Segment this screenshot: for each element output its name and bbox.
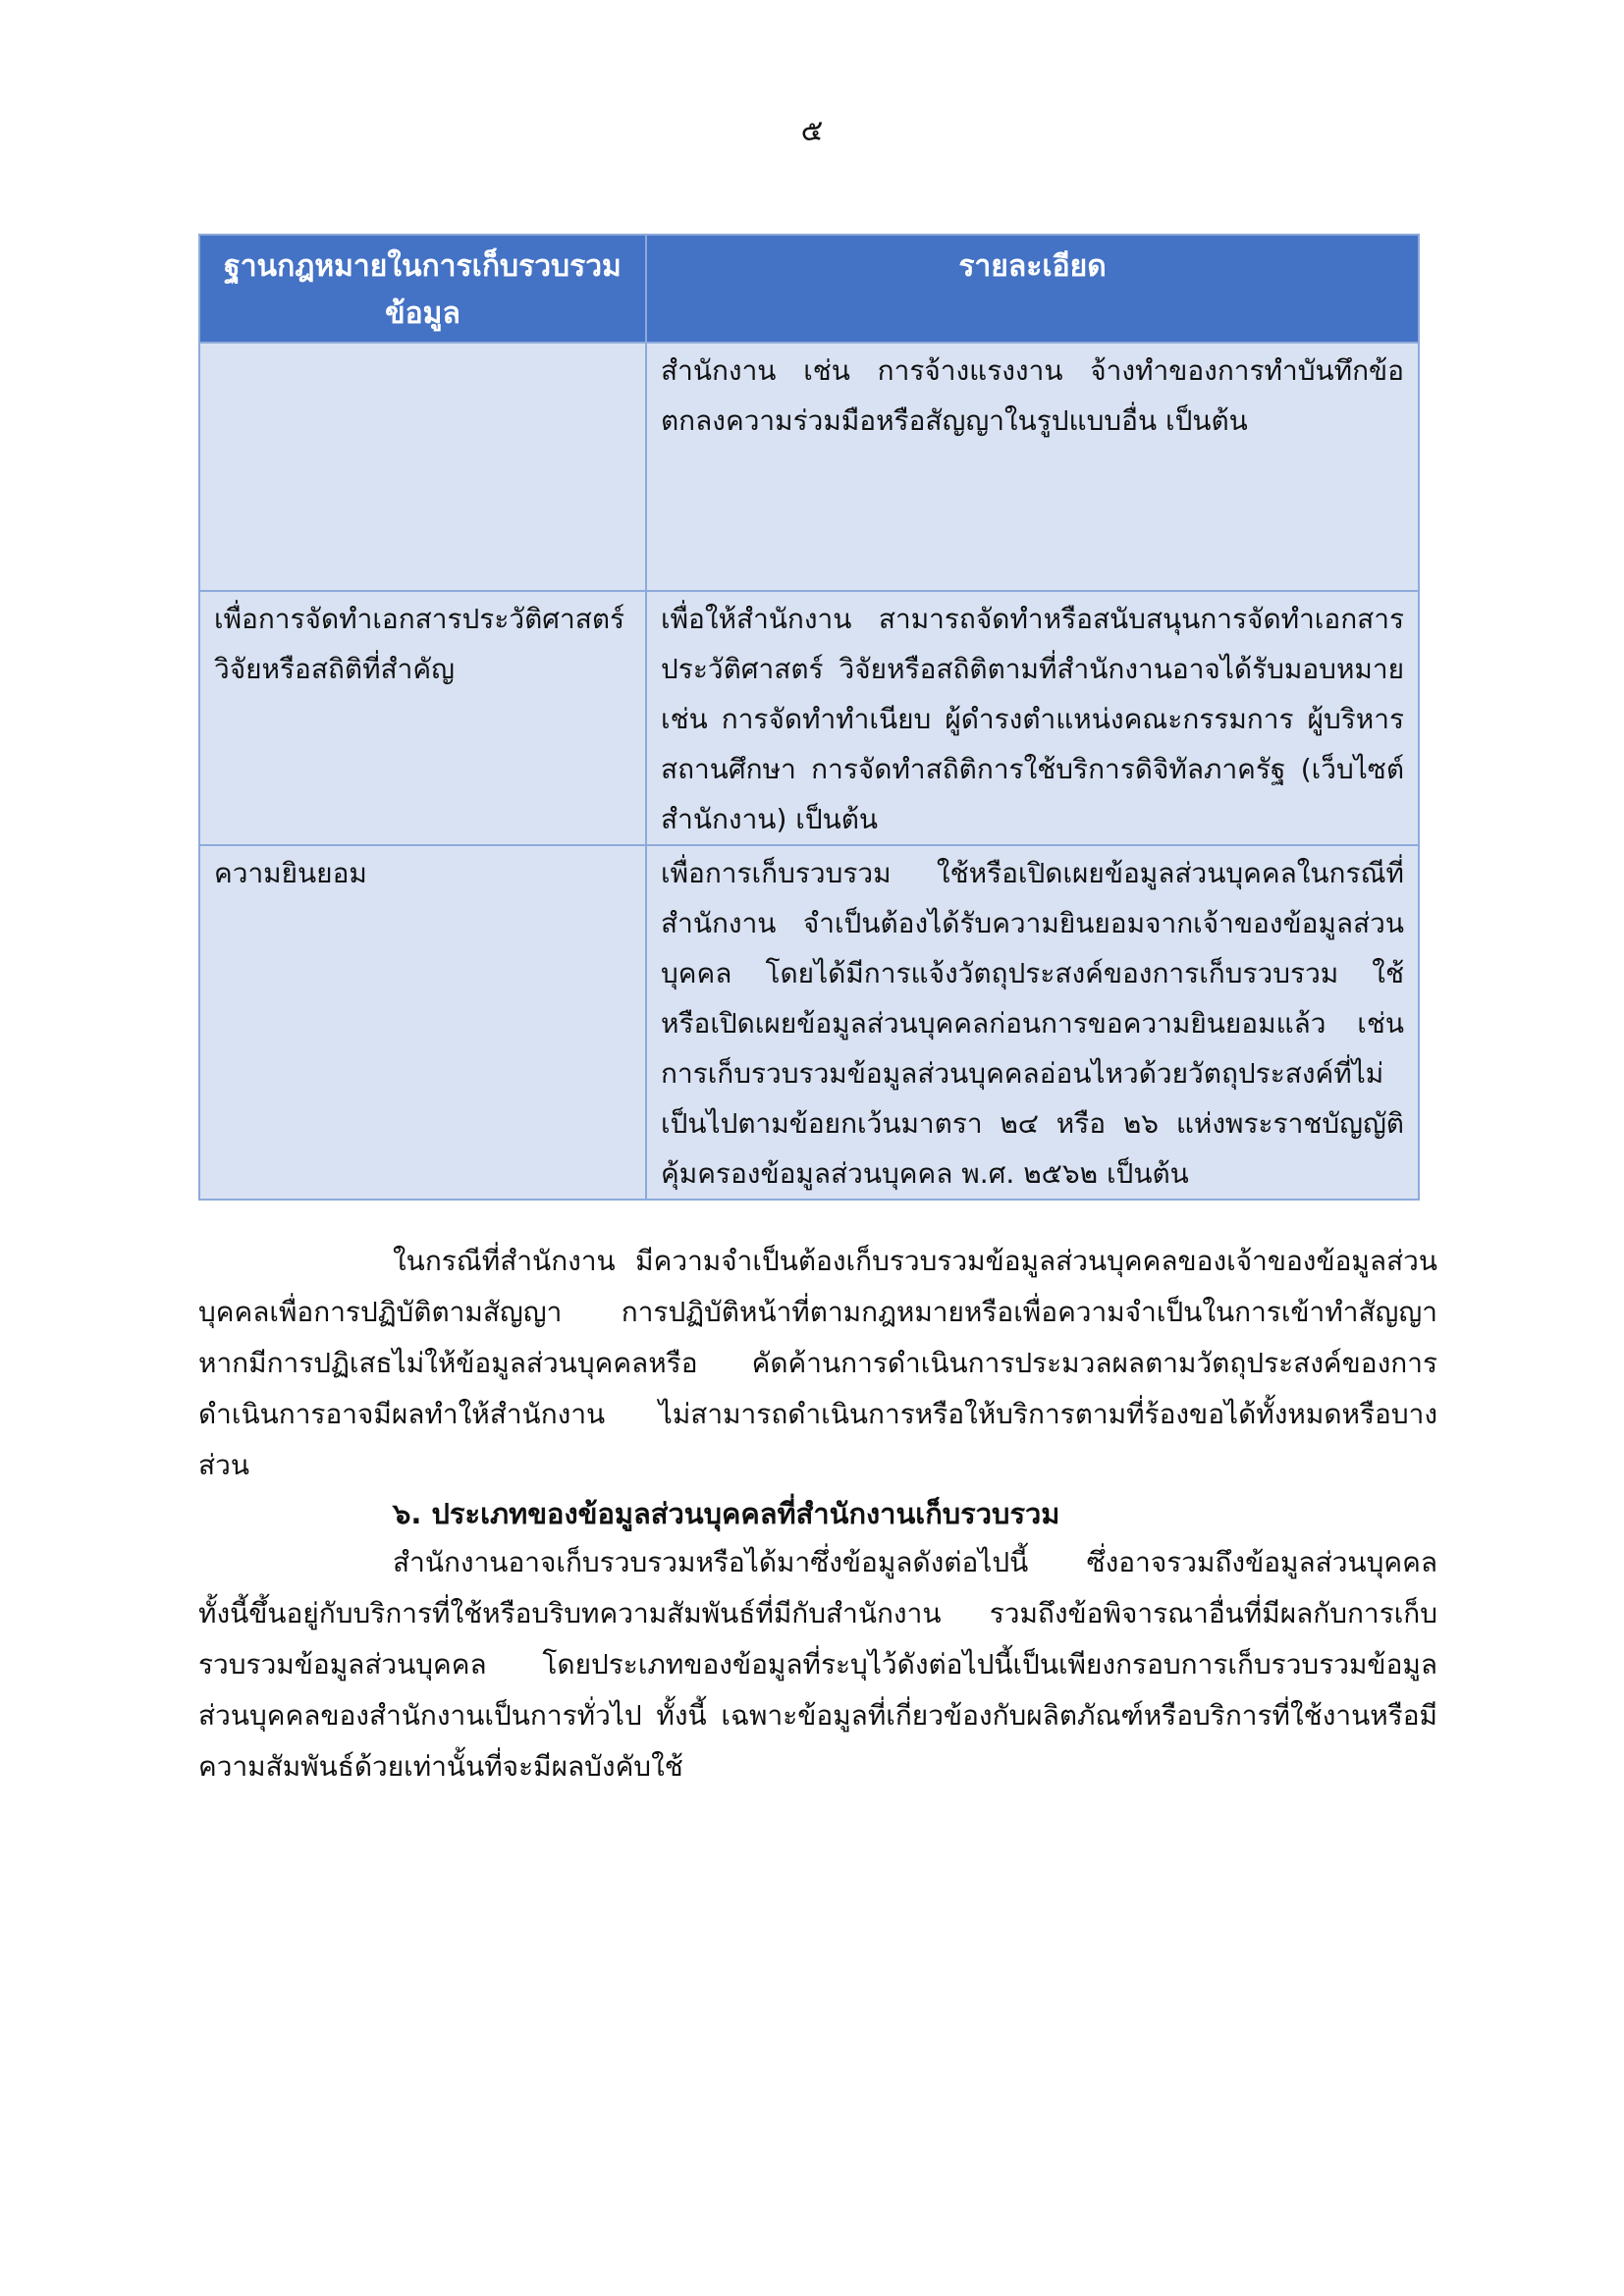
section-6-body: สำนักงานอาจเก็บรวบรวมหรือได้มาซึ่งข้อมูลดังต่อไปนี้ ซึ่งอาจรวมถึงข้อมูลส่วนบุคคล ทั้งนี้ขึ้นอยู่กับบริการที่ใช้หรือบริบทความสัมพันธ์ที่มีกับสำนักงาน รวมถึงข้อพิจารณาอื่นที่มีผลกับการเก็บรวบรวมข้อมูลส่วนบุคคล โดยประเภทของข้อมูลที่ระบุไว้ดังต่อไปนี้เป็นเพียงกรอบการเก็บรวบรวมข้อมูลส่วนบุคคลของสำนักงานเป็นการทั่วไป ทั้งนี้ เฉพาะข้อมูลที่เกี่ยวข้องกับผลิตภัณฑ์หรือบริการที่ใช้งานหรือมีความสัมพันธ์ด้วยเท่านั้นที่จะมีผลบังคับใช้ <box>198 1546 1437 1783</box>
detail-cell: เพื่อการเก็บรวบรวม ใช้หรือเปิดเผยข้อมูลส่วนบุคคลในกรณีที่สำนักงาน จำเป็นต้องได้รับความยินยอมจากเจ้าของข้อมูลส่วนบุคคล โดยได้มีการแจ้งวัตถุประสงค์ของการเก็บรวบรวม ใช้ หรือเปิดเผยข้อมูลส่วนบุคคลก่อนการขอความยินยอมแล้ว เช่น การเก็บรวบรวมข้อมูลส่วนบุคคลอ่อนไหวด้วยวัตถุประสงค์ที่ไม่เป็นไปตามข้อยกเว้นมาตรา ๒๔ หรือ ๒๖ แห่งพระราชบัญญัติคุ้มครองข้อมูลส่วนบุคคล พ.ศ. ๒๕๖๒ เป็นต้น <box>646 845 1419 1200</box>
detail-cell: สำนักงาน เช่น การจ้างแรงงาน จ้างทำของการทำบันทึกข้อตกลงความร่วมมือหรือสัญญาในรูปแบบอื่น เป็นต้น <box>646 343 1419 591</box>
basis-cell: ความยินยอม <box>199 845 646 1200</box>
header-details: รายละเอียด <box>646 235 1419 343</box>
table-header-row <box>199 235 1419 343</box>
table-row <box>199 343 1419 591</box>
detail-cell: เพื่อให้สำนักงาน สามารถจัดทำหรือสนับสนุนการจัดทำเอกสารประวัติศาสตร์ วิจัยหรือสถิติตามที่สำนักงานอาจได้รับมอบหมาย เช่น การจัดทำทำเนียบ ผู้ดำรงตำแหน่งคณะกรรมการ ผู้บริหารสถานศึกษา การจัดทำสถิติการใช้บริการดิจิทัลภาครัฐ (เว็บไซต์สำนักงาน) เป็นต้น <box>646 591 1419 845</box>
table-row <box>199 845 1419 1200</box>
table-row <box>199 591 1419 845</box>
section-6-heading: ๖. ประเภทของข้อมูลส่วนบุคคลที่สำนักงานเก็บรวบรวม <box>393 1497 1060 1530</box>
basis-cell: เพื่อการจัดทำเอกสารประวัติศาสตร์ วิจัยหรือสถิติที่สำคัญ <box>199 591 646 845</box>
page-number: ๕ <box>800 114 824 148</box>
legal-basis-table <box>198 234 1420 1201</box>
basis-cell <box>199 343 646 591</box>
refusal-consequence-paragraph: ในกรณีที่สำนักงาน มีความจำเป็นต้องเก็บรวบรวมข้อมูลส่วนบุคคลของเจ้าของข้อมูลส่วนบุคคลเพื่อการปฏิบัติตามสัญญา การปฏิบัติหน้าที่ตามกฎหมายหรือเพื่อความจำเป็นในการเข้าทำสัญญา หากมีการปฏิเสธไม่ให้ข้อมูลส่วนบุคคลหรือ คัดค้านการดำเนินการประมวลผลตามวัตถุประสงค์ของการดำเนินการอาจมีผลทำให้สำนักงาน ไม่สามารถดำเนินการหรือให้บริการตามที่ร้องขอได้ทั้งหมดหรือบางส่วน <box>198 1245 1437 1481</box>
header-legal-basis: ฐานกฎหมายในการเก็บรวบรวมข้อมูล <box>199 235 646 343</box>
